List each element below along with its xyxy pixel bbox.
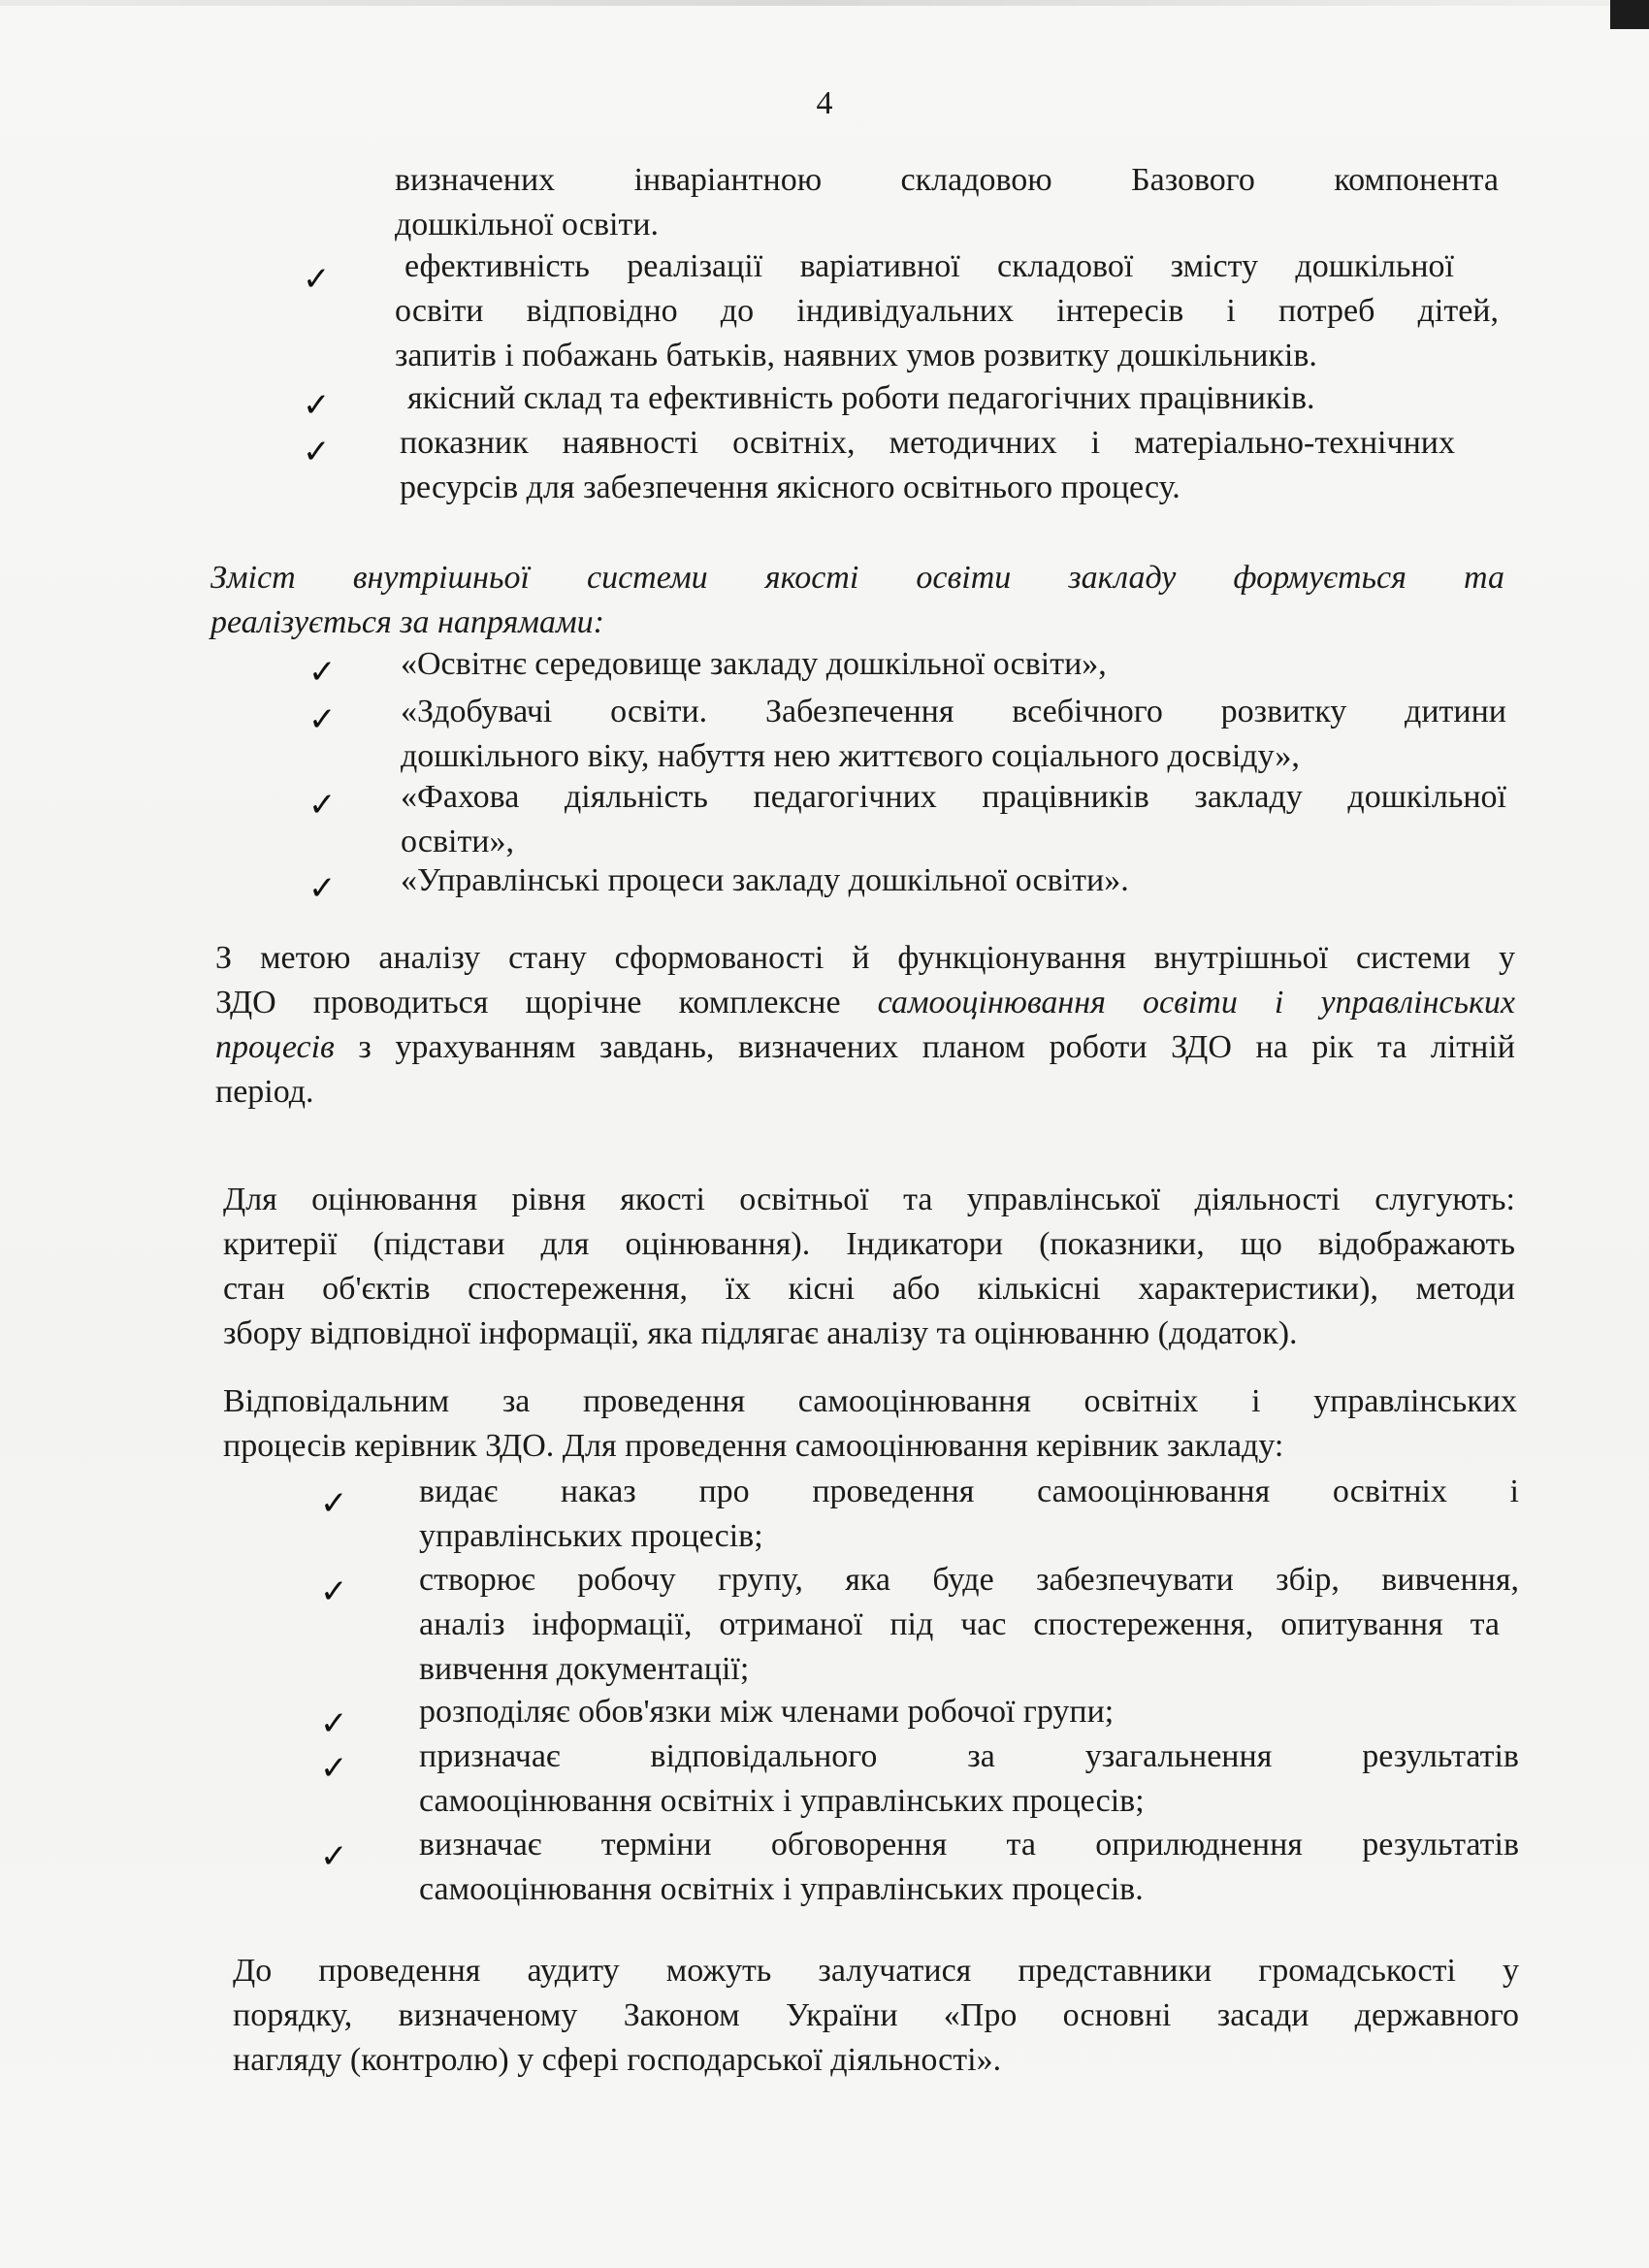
list1-line: ефективність реалізації варіативної складової змісту дошкільної [404,248,1454,284]
list3-line: визначає терміни обговорення та оприлюднення результатів [419,1827,1519,1863]
list1-line: запитів і побажань батьків, наявних умов розвитку дошкільників. [395,338,1317,373]
section-heading-line: реалізується за напрямами: [210,604,604,640]
paragraph-line: порядку, визначеному Законом України «Про основні засади державного [233,1997,1519,2033]
paragraph-line: нагляду (контролю) у сфері господарської діяльності». [233,2042,1002,2078]
paragraph-emphasis: процесів [215,1029,335,1065]
scan-corner-mark [1610,0,1649,29]
list3-line: аналіз інформації, отриманої під час спостереження, опитування та [419,1606,1500,1642]
list3-line: самооцінювання освітніх і управлінських процесів; [419,1783,1145,1819]
checkmark-icon: ✓ [320,1837,348,1876]
checkmark-icon: ✓ [320,1704,348,1743]
paragraph-line: До проведення аудиту можуть залучатися представники громадськості у [233,1953,1519,1989]
checkmark-icon: ✓ [308,653,337,692]
section-heading-line: Зміст внутрішньої системи якості освіти закладу формується та [210,560,1504,596]
paragraph-line: період. [215,1074,314,1110]
list2-line: дошкільного віку, набуття нею життєвого соціального досвіду», [401,738,1300,774]
paragraph-line: стан об'єктів спостереження, їх кісні або кількісні характеристики), методи [223,1271,1515,1307]
list3-line: створює робочу групу, яка буде забезпечувати збір, вивчення, [419,1562,1519,1598]
checkmark-icon: ✓ [308,869,337,908]
paragraph-line: З метою аналізу стану сформованості й функціонування внутрішньої системи у [215,940,1515,976]
checkmark-icon: ✓ [320,1484,348,1523]
checkmark-icon: ✓ [303,433,331,471]
list3-line: вивчення документації; [419,1651,750,1687]
paragraph-emphasis: самооцінювання освіти і управлінських [877,985,1515,1021]
list1-line: дошкільної освіти. [395,207,660,243]
paragraph-line: Для оцінювання рівня якості освітньої та управлінської діяльності слугують: [223,1182,1515,1217]
scan-edge-shadow [0,0,1610,6]
paragraph-line [215,981,1515,1025]
list2-line: «Фахова діяльність педагогічних працівників закладу дошкільної [401,779,1506,815]
list3-line: розподіляє обов'язки між членами робочої групи; [419,1694,1115,1730]
checkmark-icon: ✓ [308,700,337,739]
page-number: 4 [816,85,833,121]
list2-line: «Управлінські процеси закладу дошкільної освіти». [401,862,1129,898]
list2-line: «Освітнє середовище закладу дошкільної освіти», [401,646,1107,682]
paragraph-line: процесів керівник ЗДО. Для проведення самооцінювання керівник закладу: [223,1428,1284,1464]
paragraph-text: ЗДО проводиться щорічне комплексне [215,985,878,1021]
list1-line: якісний склад та ефективність роботи педагогічних працівників. [407,380,1315,416]
list3-line: самооцінювання освітніх і управлінських процесів. [419,1871,1144,1907]
list1-line: ресурсів для забезпечення якісного освітнього процесу. [400,470,1180,505]
list2-line: освіти», [401,824,514,859]
paragraph-line [215,1025,1515,1070]
checkmark-icon: ✓ [303,260,331,299]
paragraph-line: критерії (підстави для оцінювання). Індикатори (показники, що відображають [223,1226,1515,1262]
list3-line: видає наказ про проведення самооцінювання освітніх і [419,1474,1519,1509]
paragraph-text: з урахуванням завдань, визначених планом роботи ЗДО на рік та літній [334,1029,1515,1065]
checkmark-icon: ✓ [320,1572,348,1611]
list1-line: визначених інваріантною складовою Базового компонента [395,162,1499,198]
paragraph-line: збору відповідної інформації, яка підлягає аналізу та оцінюванню (додаток). [223,1315,1298,1351]
list1-line: освіти відповідно до індивідуальних інтересів і потреб дітей, [395,293,1499,329]
list1-line: показник наявності освітніх, методичних і матеріально-технічних [400,425,1455,461]
list3-line: управлінських процесів; [419,1518,763,1554]
list2-line: «Здобувачі освіти. Забезпечення всебічного розвитку дитини [401,694,1506,729]
checkmark-icon: ✓ [308,786,337,825]
list3-line: призначає відповідального за узагальнення результатів [419,1738,1519,1774]
checkmark-icon: ✓ [303,386,331,425]
paragraph-line: Відповідальним за проведення самооцінювання освітніх і управлінських [223,1383,1517,1419]
checkmark-icon: ✓ [320,1749,348,1788]
